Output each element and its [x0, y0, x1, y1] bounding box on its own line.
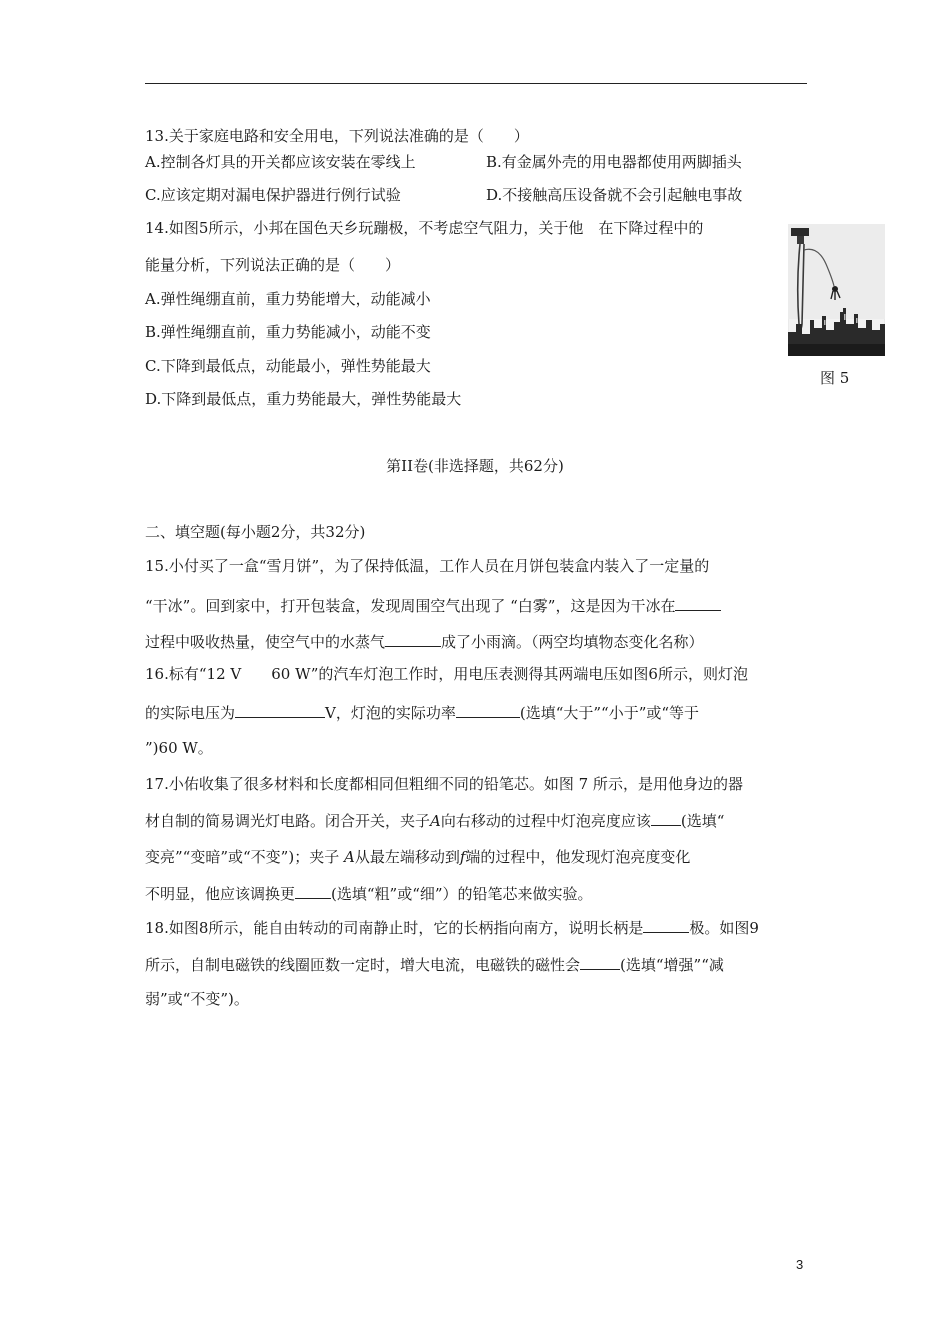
q17-var-a2: A — [343, 848, 355, 866]
q16-line2-text-b: V，灯泡的实际功率 — [325, 704, 456, 722]
q16-blank-1 — [235, 702, 325, 718]
q13-option-c: C.应该定期对漏电保护器进行例行试验 — [145, 186, 401, 204]
q18-line1-text-b: 极。如图9 — [689, 919, 759, 937]
part2-heading: 二、填空题(每小题2分，共32分) — [145, 523, 366, 541]
q17-line3-text-a: 变亮”“变暗”或“不变”)；夹子 — [145, 848, 344, 866]
q17-line2-text-b: 向右移动的过程中灯泡亮度应该 — [440, 812, 651, 830]
q16-line1: 16.标有“12 V 60 W”的汽车灯泡工作时，用电压表测得其两端电压如图6所示，则灯泡 — [145, 665, 748, 683]
q14-option-d: D.下降到最低点，重力势能最大，弹性势能最大 — [145, 390, 462, 408]
q15-line3-text-b: 成了小雨滴。（两空均填物态变化名称） — [441, 633, 704, 651]
q18-blank-1 — [643, 917, 689, 933]
q14-option-c: C.下降到最低点，动能最小，弹性势能最大 — [145, 357, 431, 375]
q17-blank-1 — [651, 810, 681, 826]
q17-blank-2 — [295, 883, 331, 899]
q15-line2 — [145, 595, 721, 616]
q15-blank-2 — [385, 631, 441, 647]
figure-5-caption: 图 5 — [820, 369, 850, 387]
q14-option-b: B.弹性绳绷直前，重力势能减小，动能不变 — [145, 323, 431, 341]
q17-line4 — [145, 883, 593, 904]
q18-line1-text-a: 18.如图8所示，能自由转动的司南静止时，它的长柄指向南方，说明长柄是 — [145, 919, 644, 937]
q14-stem-line2: 能量分析，下列说法正确的是（ ） — [145, 256, 401, 274]
q16-line2 — [145, 702, 699, 723]
q14-option-a: A.弹性绳绷直前，重力势能增大，动能减小 — [145, 290, 431, 308]
q17-line4-text-a: 不明显，他应该调换更 — [145, 885, 296, 903]
q18-blank-2 — [580, 954, 620, 970]
q15-line3 — [145, 631, 704, 652]
q18-line2-text-b: (选填“增强”“减 — [620, 956, 724, 974]
section-2-title: 第II卷(非选择题，共62分) — [386, 457, 564, 475]
q17-var-a: A — [430, 812, 441, 830]
q13-stem: 13.关于家庭电路和安全用电，下列说法准确的是（ ） — [145, 127, 529, 145]
q17-line1: 17.小佑收集了很多材料和长度都相同但粗细不同的铅笔芯。如图 7 所示，是用他身边的器 — [145, 775, 743, 793]
q17-var-f: f — [459, 848, 466, 866]
q17-line3-text-c: 端的过程中，他发现灯泡亮度变化 — [465, 848, 691, 866]
q16-line2-text-c: (选填“大于”“小于”或“等于 — [519, 704, 700, 722]
q17-line2-text-c: (选填“ — [680, 812, 725, 830]
q13-option-d: D.不接触高压设备就不会引起触电事故 — [486, 186, 743, 204]
header-rule — [145, 83, 807, 84]
q18-line2 — [145, 954, 724, 975]
q15-line2-text: “干冰”。回到家中，打开包装盒，发现周围空气出现了 “白雾”，这是因为干冰在 — [145, 597, 676, 615]
figure-5-bungee-photo — [788, 224, 885, 356]
q16-blank-2 — [456, 702, 520, 718]
q16-line2-text-a: 的实际电压为 — [145, 704, 236, 722]
q13-option-a: A.控制各灯具的开关都应该安装在零线上 — [145, 153, 416, 171]
q14-stem-line1: 14.如图5所示，小邦在国色天乡玩蹦极，不考虑空气阻力，关于他 在下降过程中的 — [145, 219, 704, 237]
q17-line3 — [145, 847, 690, 867]
page-number: 3 — [796, 1257, 804, 1272]
q15-line1: 15.小付买了一盒“雪月饼”，为了保持低温，工作人员在月饼包装盒内装入了一定量的 — [145, 557, 710, 575]
q18-line2-text-a: 所示，自制电磁铁的线圈匝数一定时，增大电流，电磁铁的磁性会 — [145, 956, 581, 974]
q13-option-b: B.有金属外壳的用电器都使用两脚插头 — [486, 153, 742, 171]
q16-line3: ”)60 W。 — [145, 739, 213, 757]
q15-line3-text-a: 过程中吸收热量，使空气中的水蒸气 — [145, 633, 386, 651]
q17-line2-text-a: 材自制的简易调光灯电路。闭合开关，夹子 — [145, 812, 431, 830]
q17-line3-text-b: 从最左端移动到 — [354, 848, 460, 866]
q17-line4-text-b: (选填“粗”或“细”）的铅笔芯来做实验。 — [331, 885, 593, 903]
q15-blank-1 — [675, 595, 721, 611]
q18-line3: 弱”或“不变”)。 — [145, 990, 249, 1008]
q18-line1 — [145, 917, 759, 938]
q17-line2 — [145, 810, 724, 831]
